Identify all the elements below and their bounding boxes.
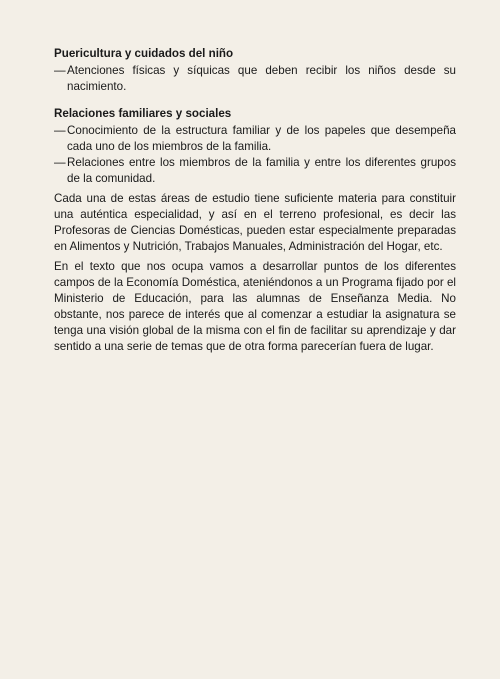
- section-heading-puericultura: Puericultura y cuidados del niño: [54, 47, 234, 60]
- relaciones-list: [54, 123, 456, 187]
- list-item-text: Conocimiento de la estructura familiar y de los papeles que desempeña cada uno de los miembros de la familia.: [67, 124, 456, 153]
- dash-bullet: —: [54, 124, 66, 137]
- page-content: [54, 46, 456, 355]
- body-paragraph: En el texto que nos ocupa vamos a desarrollar puntos de los diferentes campos de la Economía Doméstica, ateniéndonos a un Programa fijado por el Ministerio de Educación, para las alumnas de Enseñanza Media. No obstante, nos parece de interés que al comenzar a estudiar la asignatura se tenga una visión global de la misma con el fin de facilitar su aprendizaje y dar sentido a una serie de temas que de otra forma parecerían fuera de lugar.: [54, 260, 456, 353]
- list-item-text: Atenciones físicas y síquicas que deben recibir los niños desde su nacimiento.: [67, 64, 456, 93]
- list-item: [54, 123, 456, 155]
- list-item: [54, 155, 456, 187]
- dash-bullet: —: [54, 64, 66, 77]
- puericultura-list: [54, 63, 456, 95]
- section-heading-relaciones: Relaciones familiares y sociales: [54, 107, 232, 120]
- list-item: [54, 63, 456, 95]
- body-paragraph: Cada una de estas áreas de estudio tiene suficiente materia para constituir una auténtica especialidad, y así en el terreno profesional, es decir las Profesoras de Ciencias Domésticas, pueden estar especialmente preparadas en Alimentos y Nutrición, Trabajos Manuales, Administración del Hogar, etc.: [54, 192, 456, 253]
- dash-bullet: —: [54, 156, 66, 169]
- list-item-text: Relaciones entre los miembros de la familia y entre los diferentes grupos de la comunidad.: [67, 156, 456, 185]
